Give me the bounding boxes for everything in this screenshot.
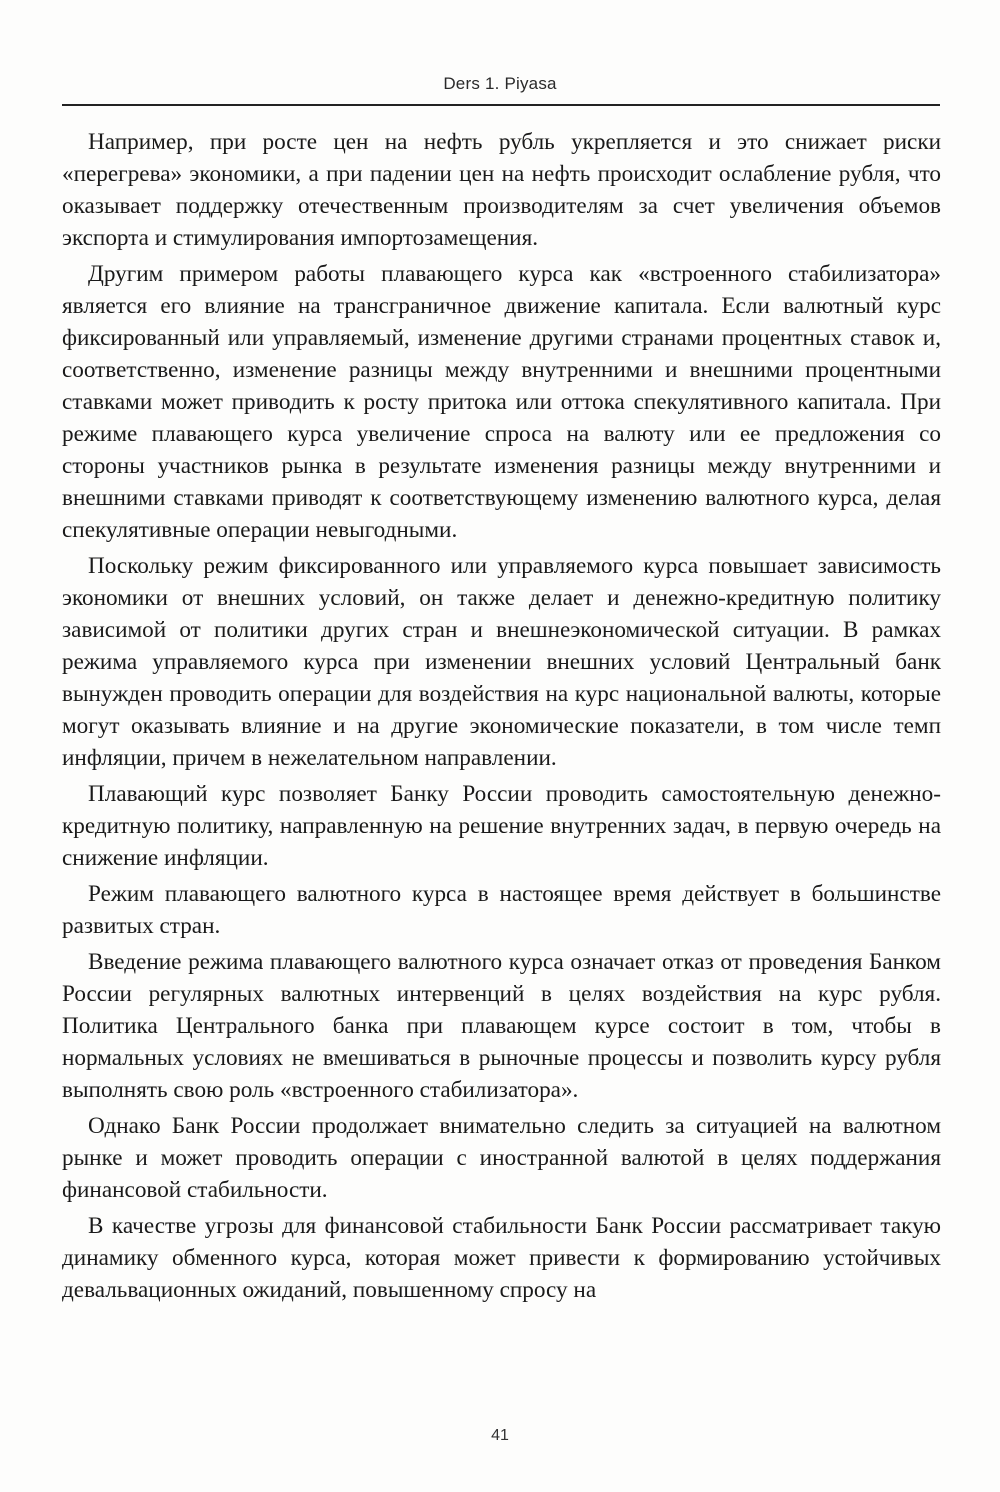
paragraph-5: Режим плавающего валютного курса в настоящее время действует в большинстве развитых стран. bbox=[62, 881, 941, 939]
paragraph-1: Например, при росте цен на нефть рубль укрепляется и это снижает риски «перегрева» экономики, а при падении цен на нефть происходит ослабление рубля, что оказывает поддержку отечественным производителям за счет увеличения объемов экспорта и стимулирования импортозамещения. bbox=[62, 129, 941, 251]
header-divider bbox=[62, 104, 940, 106]
running-header-title: Ders 1. Piyasa bbox=[443, 74, 557, 93]
paragraph-2: Другим примером работы плавающего курса как «встроенного стабилизатора» является его влияние на трансграничное движение капитала. Если валютный курс фиксированный или управляемый, изменение другими странами процентных ставок и, соответственно, изменение разницы между внутренними и внешними процентными ставками может приводить к росту притока или оттока спекулятивного капитала. При режиме плавающего курса увеличение спроса на валюту или ее предложения со стороны участников рынка в результате изменения разницы между внутренними и внешними ставками приводят к соответствующему изменению валютного курса, делая спекулятивные операции невыгодными. bbox=[62, 261, 941, 543]
paragraph-3: Поскольку режим фиксированного или управляемого курса повышает зависимость экономики от внешних условий, он также делает и денежно-кредитную политику зависимой от политики других стран и внешнеэкономической ситуации. В рамках режима управляемого курса при изменении внешних условий Центральный банк вынужден проводить операции для воздействия на курс национальной валюты, которые могут оказывать влияние и на другие экономические показатели, в том числе темп инфляции, причем в нежелательном направлении. bbox=[62, 553, 941, 771]
page-number: 41 bbox=[491, 1427, 509, 1444]
paragraph-8: В качестве угрозы для финансовой стабильности Банк России рассматривает такую динамику обменного курса, которая может привести к формированию устойчивых девальвационных ожиданий, повышенному спросу на bbox=[62, 1213, 941, 1303]
paragraph-4: Плавающий курс позволяет Банку России проводить самостоятельную денежно-кредитную политику, направленную на решение внутренних задач, в первую очередь на снижение инфляции. bbox=[62, 781, 941, 871]
paragraph-6: Введение режима плавающего валютного курса означает отказ от проведения Банком России регулярных валютных интервенций в целях воздействия на курс рубля. Политика Центрального банка при плавающем курсе состоит в том, чтобы в нормальных условиях не вмешиваться в рыночные процессы и позволить курсу рубля выполнять свою роль «встроенного стабилизатора». bbox=[62, 949, 941, 1103]
paragraph-7: Однако Банк России продолжает внимательно следить за ситуацией на валютном рынке и может проводить операции с иностранной валютой в целях поддержания финансовой стабильности. bbox=[62, 1113, 941, 1203]
main-text bbox=[62, 126, 941, 1310]
